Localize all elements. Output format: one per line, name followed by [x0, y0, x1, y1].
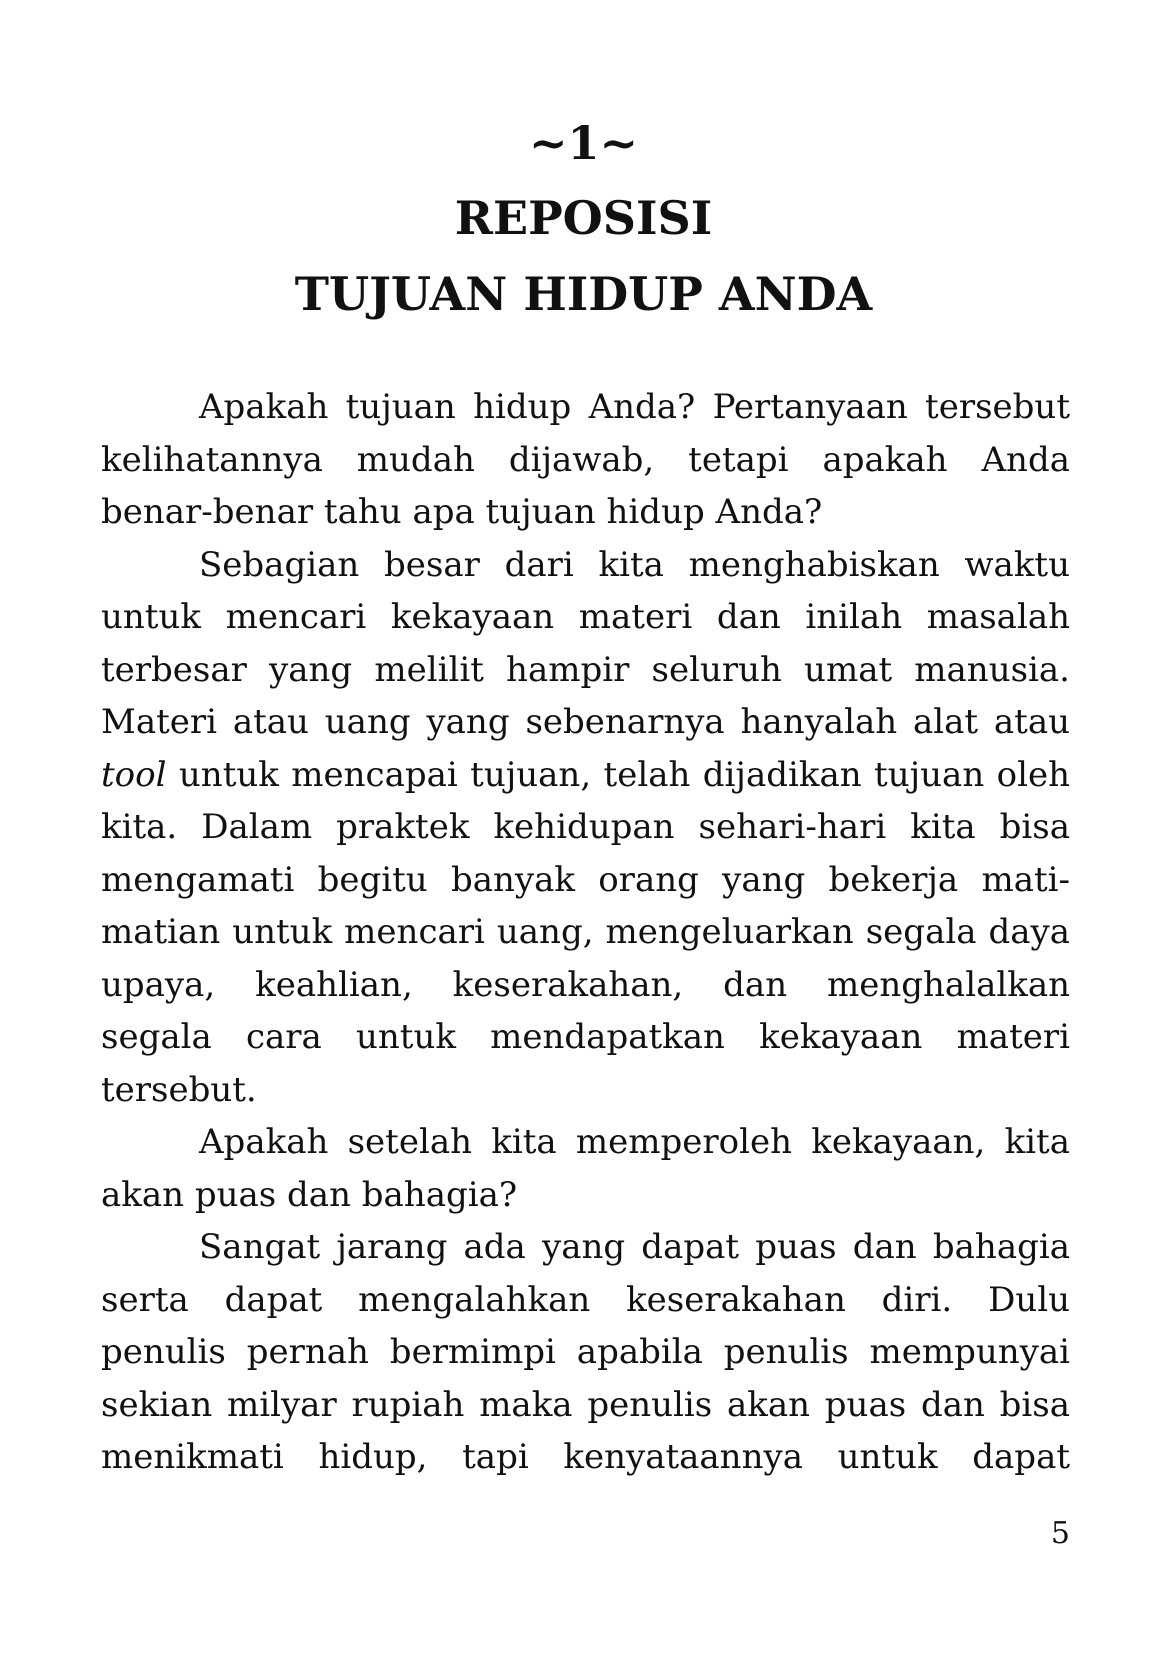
chapter-title-line-2: TUJUAN HIDUP ANDA: [294, 267, 873, 321]
italic-term: tool: [101, 754, 167, 795]
chapter-title-line-1: REPOSISI: [454, 191, 713, 245]
paragraph-2: [101, 539, 1070, 1117]
paragraph-2-text-start: Sebagian besar dari kita menghabiskan waktu untuk mencari kekayaan materi dan inilah masalah terbesar yang melilit hampir seluruh umat manusia. Materi atau uang yang sebenarnya hanyalah alat atau: [101, 544, 1070, 742]
paragraph-2-text-end: untuk mencapai tujuan, telah dijadikan tujuan oleh kita. Dalam praktek kehidupan sehari-hari kita bisa mengamati begitu banyak orang yang bekerja mati-matian untuk mencari uang, mengeluarkan segala daya upaya, keahlian, keserakahan, dan menghalalkan segala cara untuk mendapatkan kekayaan materi tersebut.: [101, 754, 1070, 1110]
chapter-number: ~1~: [528, 116, 639, 170]
paragraph-1: Apakah tujuan hidup Anda? Pertanyaan tersebut kelihatannya mudah dijawab, tetapi apakah Anda benar-benar tahu apa tujuan hidup Anda?: [101, 387, 1070, 532]
chapter-title: [0, 180, 1167, 332]
body-text: [101, 381, 1070, 1484]
paragraph-3: Apakah setelah kita memperoleh kekayaan, kita akan puas dan bahagia?: [101, 1122, 1070, 1215]
paragraph-4: Sangat jarang ada yang dapat puas dan bahagia serta dapat mengalahkan keserakahan diri. Dulu penulis pernah bermimpi apabila penulis mempunyai sekian milyar rupiah maka penulis akan puas dan bisa menikmati hidup, tapi kenyataannya untuk dapat: [101, 1227, 1070, 1477]
page-number: 5: [1050, 1516, 1070, 1551]
